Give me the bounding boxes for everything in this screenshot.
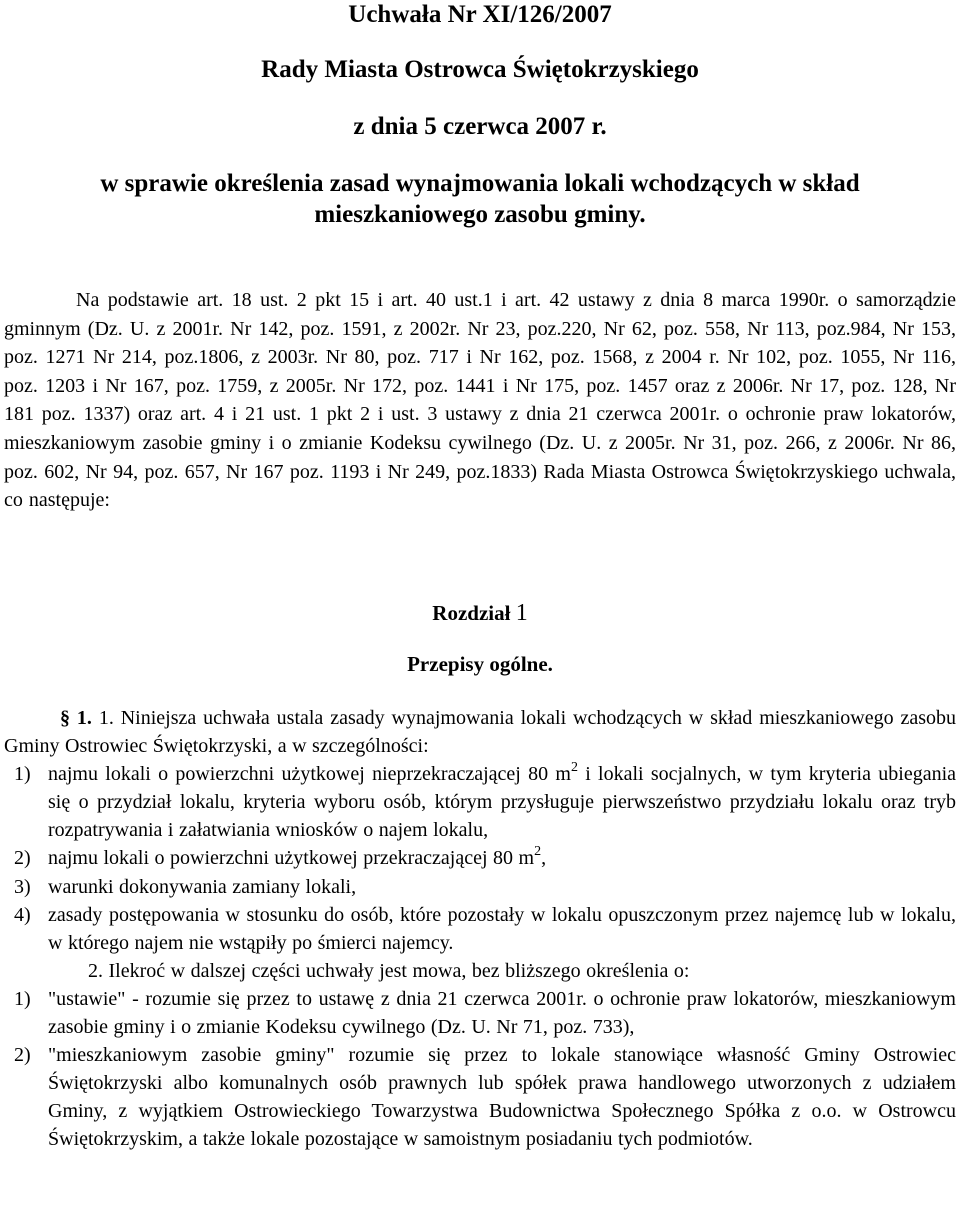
list-item-number: 1): [14, 987, 31, 1010]
list-item-number: 2): [14, 1044, 31, 1067]
definition-text: "ustawie" - rozumie się przez to ustawę z dnia 21 czerwca 2001r. o ochronie praw lokatorów, mieszkaniowym zasobie gminy i o zmianie Kodeksu cywilnego (Dz. U. Nr 71, poz. 733),: [48, 987, 956, 1039]
chapter-number: 1: [515, 600, 528, 626]
section-mark: § 1.: [60, 707, 92, 729]
list-item-number: 3): [14, 875, 31, 898]
resolution-subject-line-1: w sprawie określenia zasad wynajmowania lokali wchodzących w skład: [100, 170, 860, 197]
definition-item: [4, 985, 956, 1041]
list-item-number: 2): [14, 847, 31, 870]
list-item-text: warunki dokonywania zamiany lokali,: [48, 875, 357, 898]
point-label: 1.: [98, 707, 114, 729]
resolution-date: z dnia 5 czerwca 2007 r.: [353, 113, 607, 140]
section-1: [4, 704, 956, 1154]
list-item-text: zasady postępowania w stosunku do osób, które pozostały w lokalu opuszczonym przez najemcę lub w lokalu, w którego najem nie wstąpiły po śmierci najemcy.: [48, 903, 956, 954]
point-label: 2.: [88, 959, 103, 982]
definition-text: "mieszkaniowym zasobie gminy" rozumie się przez to lokale stanowiące własność Gminy Ostrowiec Świętokrzyski albo komunalnych osób prawnych lub spółek prawa handlowego utworzonych z udziałem Gminy, z wyjątkiem Ostrowieckiego Towarzystwa Budownictwa Społecznego Spółka z o.o. w Ostrowcu Świętokrzyskim, a także lokale pozostające w samoistnym posiadaniu tych podmiotów.: [48, 1044, 956, 1151]
superscript: 2: [570, 760, 578, 776]
list-item: [4, 901, 956, 957]
intro-text: Niniejsza uchwała ustala zasady wynajmowania lokali wchodzących w skład mieszkaniowego zasobu Gminy Ostrowiec Świętokrzyski, a w szczególności:: [4, 707, 957, 758]
list-item-number: 1): [14, 763, 31, 786]
list-item: [4, 873, 956, 901]
definition-item: [4, 1041, 956, 1153]
chapter-label: Rozdział: [432, 601, 511, 625]
resolution-title: Uchwała Nr XI/126/2007: [348, 1, 612, 28]
list-item: 1) najmu lokali o powierzchni użytkowej nieprzekraczającej 80 $m^2$ i lokali socjalnych, w tym kryteria ubiegania się o przydział lokalu, kryteria wyboru osób, którym przysługuje pierwszeństwo przydziału lokalu oraz tryb rozpatrywania i załatwiania wniosków o najem lokalu,: [14, 760, 957, 842]
preamble-text: Na podstawie art. 18 ust. 2 pkt 15 i art. 40 ust.1 i art. 42 ustawy z dnia 8 marca 1990r. o samorządzie gminnym (Dz. U. z 2001r. Nr 142, poz. 1591, z 2002r. Nr 23, poz.220, Nr 62, poz. 558, Nr 113, poz.984, Nr 153, poz. 1271 Nr 214, poz.1806, z 2003r. Nr 80, poz. 717 i Nr 162, poz. 1568, z 2004 r. Nr 102, poz. 1055, Nr 116, poz. 1203 i Nr 167, poz. 1759, z 2005r. Nr 172, poz. 1441 i Nr 175, poz. 1457 oraz z 2006r. Nr 17, poz. 128, Nr 181 poz. 1337) oraz art. 4 i 21 ust. 1 pkt 2 i ust. 3 ustawy z dnia 21 czerwca 2001r. o ochronie praw lokatorów, mieszkaniowym zasobie gminy i o zmianie Kodeksu cywilnego (Dz. U. z 2005r. Nr 31, poz. 266, z 2006r. Nr 86, poz. 602, Nr 94, poz. 657, Nr 167 poz. 1193 i Nr 249, poz.1833) Rada Miasta Ostrowca Świętokrzyskiego uchwala, co następuje:: [4, 289, 956, 512]
chapter-heading: [0, 600, 960, 627]
superscript: 2: [534, 844, 542, 860]
intro-text: Ilekroć w dalszej części uchwały jest mowa, bez bliższego określenia o:: [108, 959, 690, 982]
list-item-number: 4): [14, 903, 31, 926]
legal-basis-paragraph: [4, 286, 956, 515]
section-1-intro: [4, 704, 956, 760]
chapter-title: Przepisy ogólne.: [407, 652, 553, 676]
council-name: Rady Miasta Ostrowca Świętokrzyskiego: [261, 56, 699, 83]
list-item: 2) najmu lokali o powierzchni użytkowej przekraczającej 80 $m^2$,: [4, 844, 956, 872]
point-2-intro: [4, 957, 956, 985]
resolution-subject-line-2: mieszkaniowego zasobu gminy.: [314, 201, 646, 228]
